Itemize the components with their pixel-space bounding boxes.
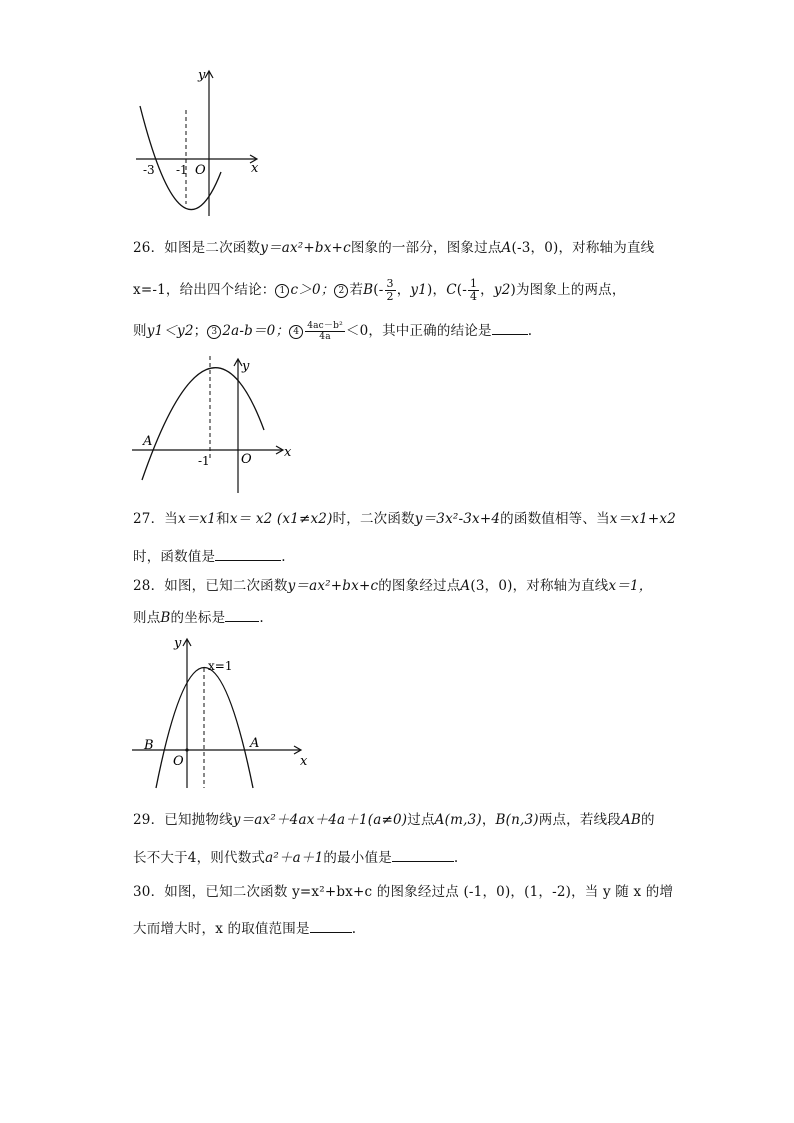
q29-line-1: 29．已知抛物线y＝ax²＋4ax＋4a＋1(a≠0)过点A(m,3)，B(n,3)两点，若线段AB的 [133, 812, 655, 828]
answer-blank[interactable] [225, 607, 259, 622]
circled-number-1: 1 [275, 284, 289, 298]
answer-blank[interactable] [310, 918, 352, 933]
tick-label-minus-1: -1 [198, 454, 210, 468]
circled-number-3: 3 [207, 325, 221, 339]
origin-label: O [195, 163, 206, 178]
q28-line-2: 则点B的坐标是 . [133, 607, 264, 628]
symmetry-axis-label: x=1 [208, 659, 233, 673]
fraction-1-4: $\frac{1}{4}$ [469, 277, 478, 303]
answer-blank[interactable] [392, 847, 454, 862]
circled-number-4: 4 [289, 325, 303, 339]
origin-label: O [241, 452, 252, 467]
tick-label-minus-1: -1 [176, 163, 188, 177]
figure-3-parabola-graph [130, 632, 310, 792]
figure-2-parabola-graph [130, 352, 300, 497]
q26-line-1: 26．如图是二次函数y＝ax²+bx+c图象的一部分，图象过点A(-3，0)，对称轴为直线 [133, 240, 655, 256]
answer-blank[interactable] [492, 320, 528, 335]
y-axis-label: y [242, 359, 250, 374]
x-axis-label: x [300, 754, 308, 769]
fraction-3-2: $\frac{3}{2}$ [386, 277, 394, 303]
q28-line-1: 28．如图，已知二次函数y＝ax²+bx+c的图象经过点A(3，0)，对称轴为直线x＝1， [133, 578, 653, 594]
point-a-label: A [250, 736, 260, 751]
y-axis-label: y [174, 636, 182, 651]
q27-line-1: 27．当x＝x1和x＝ x2 (x1≠x2)时，二次函数y＝3x²-3x+4的函数值相等、当x＝x1+x2 [133, 511, 677, 527]
origin-point [185, 748, 188, 751]
q26-line-3: 则y1＜y2； 3 2a-b＝0； 4 $\frac{\text{4ac－b²}}{4a}$ ＜0，其中正确的结论是 . [133, 321, 533, 342]
circled-number-2: 2 [334, 284, 348, 298]
figure-1-parabola-graph [130, 64, 265, 222]
point-a-label: A [143, 434, 153, 449]
q26-line-2: x=-1，给出四个结论： 1 c＞0； 2 若B(- $\frac{3}{2}$ ，y1)，C(- $\frac{1}{4}$ ，y2)为图象上的两点， [133, 277, 626, 303]
q29-line-2: 长不大于4，则代数式a²＋a＋1的最小值是 . [133, 847, 458, 868]
point-b-label: B [144, 738, 154, 753]
q27-line-2: 时，函数值是 . [133, 546, 286, 567]
y-axis-label: y [198, 68, 206, 83]
q30-line-2: 大而增大时，x 的取值范围是 . [133, 918, 356, 939]
x-axis-label: x [284, 445, 292, 460]
fraction-discriminant: $\frac{\text{4ac－b²}}{4a}$ [307, 321, 343, 342]
origin-label: O [173, 754, 184, 769]
x-axis-label: x [251, 161, 259, 176]
tick-label-minus-3: -3 [143, 163, 155, 177]
q30-line-1: 30．如图，已知二次函数 y=x²+bx+c 的图象经过点 (-1，0)，(1，-2)，当 y 随 x 的增 [133, 884, 674, 900]
answer-blank[interactable] [215, 546, 281, 561]
